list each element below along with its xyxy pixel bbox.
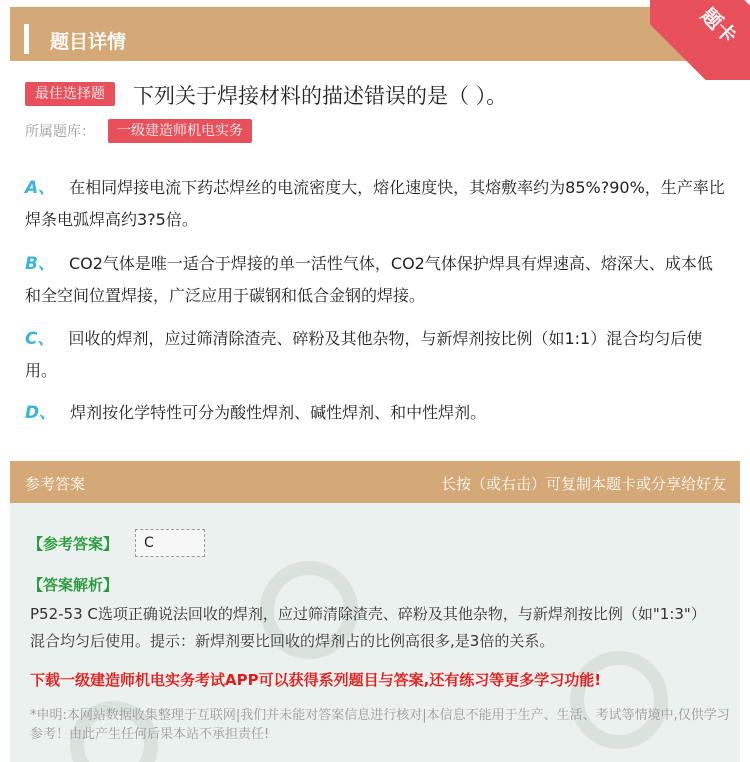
option-text: CO2气体是唯一适合于焊接的单一活性气体，CO2气体保护焊具有焊速高、熔深大、成本低和全空间位置焊接，广泛应用于碳钢和低合金钢的焊接。 (25, 254, 713, 305)
corner-ribbon-band (650, 0, 750, 80)
option-letter: D、 (25, 403, 57, 423)
corner-ribbon (650, 0, 750, 80)
option-text: 在相同焊接电流下药芯焊丝的电流密度大，熔化速度快，其熔敷率约为85%?90%，生产率比焊条电弧焊高约3?5倍。 (25, 178, 725, 229)
analysis-label: 【答案解析】 (28, 576, 119, 594)
bank-name-link[interactable]: 一级建造师机电实务 (108, 119, 252, 143)
option-text: 焊剂按化学特性可分为酸性焊剂、碱性焊剂、和中性焊剂。 (70, 403, 487, 422)
question-text: 下列关于焊接材料的描述错误的是（ ）。 (133, 84, 508, 108)
option-a[interactable] (25, 172, 725, 235)
header-accent-bar (24, 24, 29, 54)
option-letter: C、 (25, 329, 55, 349)
option-letter: B、 (25, 254, 55, 274)
option-d[interactable] (25, 397, 725, 429)
answer-panel[interactable] (10, 461, 740, 762)
share-hint: 长按（或右击）可复制本题卡或分享给好友 (440, 475, 726, 493)
app-download-link[interactable]: 下载一级建造师机电实务考试APP可以获得系列题目与答案,还有练习等更多学习功能! (30, 671, 602, 689)
option-text: 回收的焊剂，应过筛清除渣壳、碎粉及其他杂物，与新焊剂按比例（如1:1）混合均匀后使用。 (25, 329, 703, 380)
reference-answer-label: 【参考答案】 (28, 535, 119, 553)
answer-header (10, 461, 740, 503)
question-type-badge: 最佳选择题 (25, 82, 115, 106)
bank-label: 所属题库： (25, 124, 95, 140)
header-bar (10, 7, 740, 61)
page-title: 题目详情 (50, 31, 127, 53)
corner-ribbon-label: 题卡 (696, 2, 742, 49)
disclaimer: *申明:本网站数据收集整理于互联网|我们并未能对答案信息进行核对|本信息不能用于生产、生活、考试等情境中,仅供学习参考！由此产生任何后果本站不承担责任! (30, 708, 730, 742)
answer-header-title: 参考答案 (25, 475, 86, 493)
option-b[interactable] (25, 248, 725, 311)
option-c[interactable] (25, 323, 725, 386)
option-letter: A、 (25, 178, 56, 198)
reference-answer-value: C (135, 529, 205, 557)
analysis-text: P52-53 C选项正确说法回收的焊剂，应过筛清除渣壳、碎粉及其他杂物，与新焊剂按比例（如"1:3"）混合均匀后使用。提示：新焊剂要比回收的焊剂占的比例高很多,是3倍的关系。 (30, 605, 706, 650)
